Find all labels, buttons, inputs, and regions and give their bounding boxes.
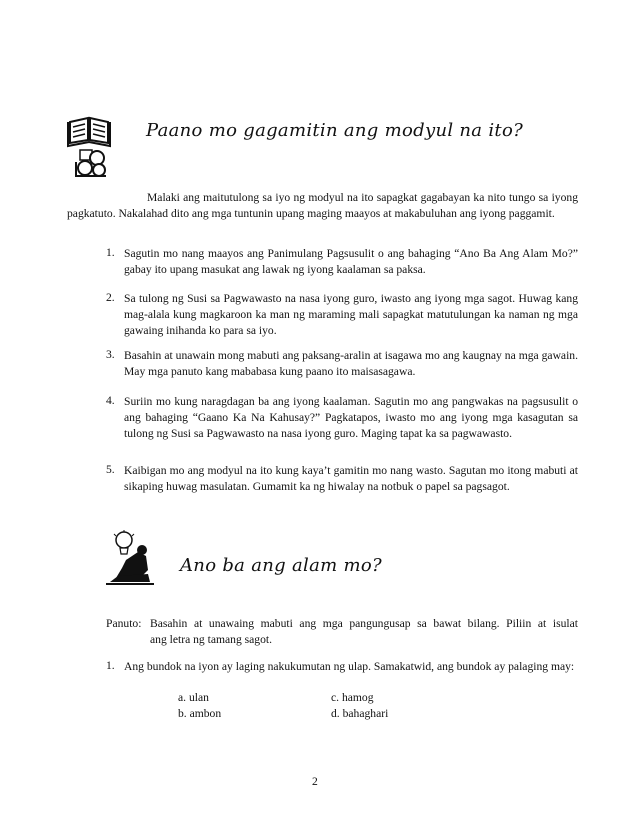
instruction-text: Basahin at unawaing mabuti ang mga pangungusap sa bawat bilang. Piliin at isulat (150, 617, 578, 630)
item-text: Kaibigan mo ang modyul na ito kung kaya’t gamitin mo nang wasto. Sagutan mo itong mabuti at sikaping huwag masulatan. Gumamit ka ng hiwalay na notbuk o papel sa pagsagot. (124, 464, 578, 493)
item-number: 5. (106, 463, 115, 476)
item-text: Basahin at unawain mong mabuti ang paksang-aralin at isagawa mo ang kaugnay na mga gawain. May mga panuto kang mababasa kung paano ito maisasagawa. (124, 349, 578, 378)
item-number: 4. (106, 394, 115, 407)
teacher-icon (104, 530, 156, 586)
item-text: Sa tulong ng Susi sa Pagwawasto na nasa iyong guro, iwasto ang iyong mga sagot. Huwag kang mag-alala kung magkaroon ka man ng maraming mali sapagkat matutulungan ka naman ng mga gawaing inihanda ko para sa iyo. (124, 292, 578, 337)
section-heading: Paano mo gagamitin ang modyul na ito? (146, 120, 524, 141)
instruction-label: Panuto: (106, 617, 142, 630)
choice-b: b. ambon (178, 707, 222, 720)
item-text: Suriin mo kung naragdagan ba ang iyong kaalaman. Sagutin mo ang pangwakas na pagsusulit o ang bahaging “Gaano Ka Na Kahusay?” Pagkatapos, iwasto mo ang iyong mga kasagutan sa tulong ng Susi sa Pagwawasto na nasa iyong guro. Maging tapat ka sa pagwawasto. (124, 395, 578, 440)
instruction-text: ang letra ng tamang sagot. (150, 633, 273, 646)
page-number: 2 (312, 775, 318, 788)
intro-paragraph: Malaki ang maitutulong sa iyo ng modyul na ito sapagkat gagabayan ka nito tungo sa iyong pagkatuto. Nakalahad dito ang mga tuntunin upang maging maayos at makabuluhan ang iyong paggamit. (67, 191, 578, 220)
item-number: 2. (106, 291, 115, 304)
question-number: 1. (106, 659, 115, 672)
choice-a: a. ulan (178, 691, 209, 704)
item-text: Sagutin mo nang maayos ang Panimulang Pagsusulit o ang bahaging “Ano Ba Ang Alam Mo?” gabay ito upang masukat ang lawak ng iyong kaalaman sa paksa. (124, 247, 578, 276)
question-text: Ang bundok na iyon ay laging nakukumutan ng ulap. Samakatwid, ang bundok ay palaging may: (124, 660, 575, 673)
section-heading: Ano ba ang alam mo? (180, 555, 382, 576)
choice-c: c. hamog (331, 691, 374, 704)
choice-d: d. bahaghari (331, 707, 389, 720)
item-number: 3. (106, 348, 115, 361)
book-icon (66, 112, 114, 178)
item-number: 1. (106, 246, 115, 259)
